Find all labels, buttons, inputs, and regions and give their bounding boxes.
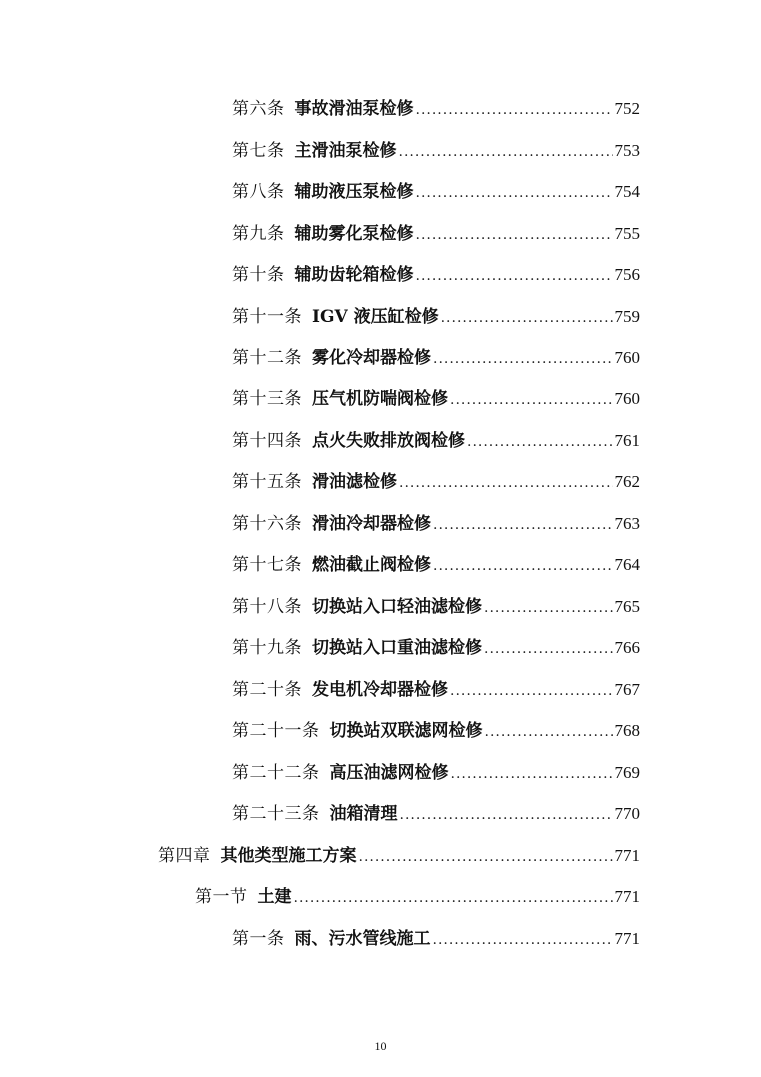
dot-leader [450, 387, 613, 413]
entry-title: 滑油滤检修 [312, 472, 397, 492]
entry-title: IGV 液压缸检修 [312, 307, 439, 327]
entry-title: 切换站入口轻油滤检修 [312, 597, 482, 617]
dot-leader [451, 761, 613, 787]
entry-page: 753 [614, 141, 640, 160]
entry-number: 第十二条 [232, 348, 302, 368]
entry-number: 第十条 [232, 265, 285, 285]
entry-page: 767 [614, 680, 640, 699]
entry-number: 第十四条 [232, 431, 302, 451]
entry-number: 第十七条 [232, 555, 302, 575]
entry-page: 764 [614, 555, 640, 574]
dot-leader [416, 97, 613, 123]
entry-number: 第六条 [232, 99, 285, 119]
entry-number: 第二十二条 [232, 763, 320, 783]
dot-leader [485, 719, 613, 745]
dot-leader [399, 470, 613, 496]
entry-number: 第二十三条 [232, 804, 320, 824]
entry-number: 第四章 [158, 846, 211, 866]
entry-page: 769 [614, 763, 640, 782]
entry-number: 第一条 [232, 929, 285, 949]
entry-number: 第十六条 [232, 514, 302, 534]
toc-entry-article-18[interactable] [232, 594, 640, 620]
entry-title: 高压油滤网检修 [329, 763, 449, 783]
entry-title: 辅助雾化泵检修 [294, 224, 414, 244]
entry-number: 第十一条 [232, 307, 302, 327]
entry-page: 761 [614, 431, 640, 450]
entry-title: 燃油截止阀检修 [312, 555, 431, 575]
toc-entry-article-20[interactable] [232, 677, 640, 703]
entry-number: 第十五条 [232, 472, 302, 492]
dot-leader [433, 512, 613, 538]
toc-entry-article-13[interactable] [232, 386, 640, 412]
entry-title: 主滑油泵检修 [294, 141, 397, 161]
entry-number: 第二十条 [232, 680, 302, 700]
entry-title: 滑油冷却器检修 [312, 514, 431, 534]
toc-entry-article-9[interactable] [232, 221, 640, 247]
entry-page: 755 [614, 224, 640, 243]
entry-page: 763 [614, 514, 640, 533]
toc-entry-article-1[interactable] [232, 926, 640, 952]
entry-title: 雾化冷却器检修 [312, 348, 431, 368]
entry-page: 768 [614, 721, 640, 740]
entry-page: 770 [614, 804, 640, 823]
entry-page: 771 [614, 929, 640, 948]
entry-number: 第十三条 [232, 389, 302, 409]
entry-title: 其他类型施工方案 [220, 846, 357, 866]
dot-leader [359, 844, 613, 870]
toc-entry-chapter-4[interactable] [158, 843, 640, 869]
toc-entry-article-12[interactable] [232, 345, 640, 371]
entry-number: 第十九条 [232, 638, 302, 658]
toc-entry-article-19[interactable] [232, 635, 640, 661]
dot-leader [400, 802, 613, 828]
entry-title: 切换站双联滤网检修 [329, 721, 483, 741]
entry-page: 760 [614, 348, 640, 367]
dot-leader [416, 263, 613, 289]
entry-page: 752 [614, 99, 640, 118]
entry-number: 第八条 [232, 182, 285, 202]
toc-entry-article-7[interactable] [232, 138, 640, 164]
entry-number: 第一节 [195, 887, 248, 907]
entry-title: 土建 [257, 887, 292, 907]
entry-page: 762 [614, 472, 640, 491]
entry-number: 第二十一条 [232, 721, 320, 741]
entry-number: 第十八条 [232, 597, 302, 617]
entry-number: 第七条 [232, 141, 285, 161]
toc-entry-article-15[interactable] [232, 469, 640, 495]
dot-leader [433, 553, 613, 579]
dot-leader [441, 305, 613, 331]
entry-page: 771 [614, 887, 640, 906]
entry-page: 766 [614, 638, 640, 657]
dot-leader [484, 595, 613, 621]
entry-page: 759 [614, 307, 640, 326]
entry-page: 771 [614, 846, 640, 865]
toc-entry-article-6[interactable] [232, 96, 640, 122]
entry-title: 辅助齿轮箱检修 [294, 265, 414, 285]
entry-title: 辅助液压泵检修 [294, 182, 414, 202]
dot-leader [416, 180, 613, 206]
toc-entry-section-1[interactable] [195, 884, 640, 910]
entry-page: 754 [614, 182, 640, 201]
entry-title: 点火失败排放阀检修 [312, 431, 465, 451]
entry-title: 事故滑油泵检修 [294, 99, 414, 119]
dot-leader [399, 139, 613, 165]
entry-title: 压气机防喘阀检修 [312, 389, 448, 409]
entry-title: 雨、污水管线施工 [294, 929, 431, 949]
dot-leader [484, 636, 613, 662]
toc-entry-article-22[interactable] [232, 760, 640, 786]
entry-number: 第九条 [232, 224, 285, 244]
dot-leader [294, 885, 613, 911]
dot-leader [433, 927, 613, 953]
toc-entry-article-16[interactable] [232, 511, 640, 537]
dot-leader [416, 222, 613, 248]
entry-title: 油箱清理 [329, 804, 398, 824]
page-number: 10 [374, 1039, 387, 1053]
entry-title: 切换站入口重油滤检修 [312, 638, 482, 658]
entry-title: 发电机冷却器检修 [312, 680, 448, 700]
toc-entry-article-10[interactable] [232, 262, 640, 288]
toc-entry-article-11[interactable] [232, 304, 640, 330]
toc-entry-article-14[interactable] [232, 428, 640, 454]
toc-entry-article-8[interactable] [232, 179, 640, 205]
toc-entry-article-23[interactable] [232, 801, 640, 827]
dot-leader [450, 678, 613, 704]
dot-leader [467, 429, 613, 455]
toc-entry-article-21[interactable] [232, 718, 640, 744]
dot-leader [433, 346, 613, 372]
entry-page: 760 [614, 389, 640, 408]
toc-entry-article-17[interactable] [232, 552, 640, 578]
entry-page: 756 [614, 265, 640, 284]
entry-page: 765 [614, 597, 640, 616]
